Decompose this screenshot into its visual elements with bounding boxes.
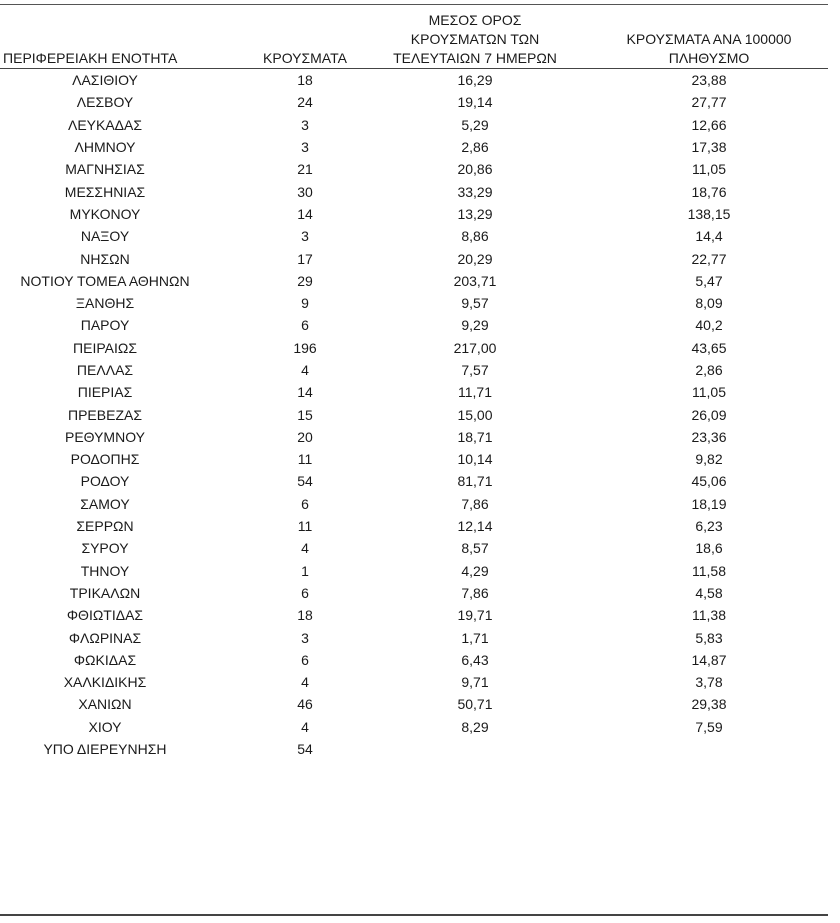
table-row (0, 270, 828, 292)
table-row (0, 426, 828, 448)
cases-cell: 18 (297, 607, 313, 624)
cases-cell: 11 (297, 518, 313, 535)
cases-cell: 14 (297, 205, 313, 222)
cases-cell: 14 (297, 384, 313, 401)
cases-cell: 30 (297, 183, 313, 200)
table-row (0, 180, 828, 202)
per100k-cell: 40,2 (695, 317, 723, 334)
per100k-cell: 18,76 (691, 183, 727, 200)
region-cell: ΠΙΕΡΙΑΣ (77, 384, 133, 401)
cases-cell: 6 (301, 495, 309, 512)
avg-cell: 19,71 (457, 607, 493, 624)
region-cell: ΡΟΔΟΥ (80, 473, 130, 490)
table-row (0, 158, 828, 180)
bottom-rule (0, 914, 828, 916)
per100k-cell: 18,6 (695, 540, 723, 557)
table-row (0, 738, 828, 760)
avg-cell: 12,14 (457, 518, 493, 535)
per100k-cell: 23,36 (691, 428, 727, 445)
header-per100k (590, 8, 828, 69)
table-row (0, 381, 828, 403)
table-row (0, 359, 828, 381)
region-cell: ΤΗΝΟΥ (80, 562, 130, 579)
table-row (0, 292, 828, 314)
header-cases: ΚΡΟΥΣΜΑΤΑ (250, 8, 360, 69)
avg-cell: 8,86 (461, 228, 489, 245)
per100k-cell: 23,88 (691, 72, 727, 89)
region-cell: ΠΕΙΡΑΙΩΣ (73, 339, 137, 356)
avg-cell: 15,00 (457, 406, 493, 423)
cases-cell: 18 (297, 72, 313, 89)
table-row (0, 515, 828, 537)
cases-cell: 4 (301, 718, 309, 735)
per100k-cell: 2,86 (695, 362, 723, 378)
region-cell: ΠΡΕΒΕΖΑΣ (67, 406, 142, 423)
avg-cell: 13,29 (457, 205, 493, 222)
header-per100k-line: ΠΛΗΘΥΣΜΟ (668, 50, 750, 66)
table-row (0, 671, 828, 693)
region-cell: ΛΑΣΙΘΙΟΥ (72, 72, 138, 89)
table-row (0, 403, 828, 425)
region-cell: ΧΑΝΙΩΝ (78, 696, 132, 713)
region-cell: ΠΕΛΛΑΣ (76, 362, 134, 378)
cases-cell: 6 (301, 317, 309, 334)
avg-cell: 5,29 (461, 116, 489, 133)
table-row (0, 649, 828, 671)
cases-cell: 4 (301, 540, 309, 557)
per100k-cell: 8,09 (695, 295, 723, 312)
region-cell: ΧΙΟΥ (88, 718, 122, 735)
cases-cell: 9 (301, 295, 309, 312)
region-cell: ΡΟΔΟΠΗΣ (70, 451, 140, 468)
top-rule (0, 4, 828, 5)
avg-cell: 81,71 (457, 473, 493, 490)
avg-cell: 50,71 (457, 696, 493, 713)
table-row (0, 493, 828, 515)
cases-cell: 29 (297, 272, 313, 289)
region-cell: ΤΡΙΚΑΛΩΝ (69, 584, 141, 601)
cases-cell: 21 (297, 161, 313, 178)
region-cell: ΠΑΡΟΥ (80, 317, 130, 334)
avg-cell: 9,29 (461, 317, 489, 334)
header-avg-line: ΚΡΟΥΣΜΑΤΩΝ ΤΩΝ (410, 31, 540, 47)
cases-cell: 17 (297, 250, 313, 267)
cases-cell: 3 (301, 139, 309, 156)
avg-cell: 203,71 (453, 272, 497, 289)
region-cell: ΞΑΝΘΗΣ (75, 295, 135, 312)
per100k-cell: 4,58 (695, 584, 723, 601)
per100k-cell: 14,87 (691, 651, 727, 668)
table-row (0, 693, 828, 715)
cases-cell: 4 (301, 674, 309, 691)
table-row (0, 225, 828, 247)
avg-cell: 8,57 (461, 540, 489, 557)
table-row (0, 247, 828, 269)
per100k-cell: 18,19 (691, 495, 727, 512)
cases-cell: 196 (293, 339, 317, 356)
avg-cell: 8,29 (461, 718, 489, 735)
region-cell: ΝΑΞΟΥ (80, 228, 130, 245)
per100k-cell: 22,77 (691, 250, 727, 267)
avg-cell: 16,29 (457, 72, 493, 89)
region-cell: ΦΘΙΩΤΙΔΑΣ (66, 607, 144, 624)
per100k-cell: 5,83 (695, 629, 723, 646)
region-cell: ΧΑΛΚΙΔΙΚΗΣ (63, 674, 147, 691)
cases-cell: 3 (301, 228, 309, 245)
table-row (0, 626, 828, 648)
per100k-cell: 17,38 (691, 139, 727, 156)
region-cell: ΛΕΥΚΑΔΑΣ (67, 116, 143, 133)
table-row (0, 114, 828, 136)
table-row (0, 91, 828, 113)
table-row (0, 203, 828, 225)
avg-cell: 9,71 (461, 674, 489, 691)
region-cell: ΥΠΟ ΔΙΕΡΕΥΝΗΣΗ (43, 741, 167, 758)
table-row (0, 136, 828, 158)
per100k-cell: 26,09 (691, 406, 727, 423)
table-row (0, 69, 828, 92)
table-row (0, 604, 828, 626)
cases-cell: 3 (301, 116, 309, 133)
avg-cell: 18,71 (457, 428, 493, 445)
cases-cell: 15 (297, 406, 313, 423)
header-avg (360, 8, 590, 69)
avg-cell: 20,86 (457, 161, 493, 178)
per100k-cell: 45,06 (691, 473, 727, 490)
cases-table (0, 8, 828, 760)
region-cell: ΝΟΤΙΟΥ ΤΟΜΕΑ ΑΘΗΝΩΝ (20, 272, 190, 289)
per100k-cell (590, 738, 828, 760)
region-cell: ΛΕΣΒΟΥ (76, 94, 134, 111)
table-row (0, 448, 828, 470)
per100k-cell: 14,4 (695, 228, 723, 245)
per100k-cell: 11,58 (692, 562, 726, 579)
region-cell: ΜΕΣΣΗΝΙΑΣ (64, 183, 146, 200)
per100k-cell: 11,05 (692, 161, 726, 178)
cases-cell: 54 (297, 473, 313, 490)
per100k-cell: 29,38 (691, 696, 727, 713)
header-region: ΠΕΡΙΦΕΡΕΙΑΚΗ ΕΝΟΤΗΤΑ (0, 8, 250, 69)
region-cell: ΣΕΡΡΩΝ (76, 518, 134, 535)
cases-cell: 6 (301, 651, 309, 668)
avg-cell: 19,14 (457, 94, 493, 111)
table-row (0, 582, 828, 604)
table-row (0, 560, 828, 582)
avg-cell: 20,29 (457, 250, 493, 267)
avg-cell: 11,71 (458, 384, 492, 401)
avg-cell: 10,14 (457, 451, 493, 468)
region-cell: ΡΕΘΥΜΝΟΥ (64, 428, 145, 445)
cases-cell: 11 (297, 451, 313, 468)
cases-cell: 4 (301, 362, 309, 378)
avg-cell: 33,29 (457, 183, 493, 200)
cases-cell: 3 (301, 629, 309, 646)
table-row (0, 337, 828, 359)
region-cell: ΜΑΓΝΗΣΙΑΣ (65, 161, 145, 178)
header-per100k-line: ΚΡΟΥΣΜΑΤΑ ΑΝΑ 100000 (626, 31, 792, 47)
region-cell: ΝΗΣΩΝ (80, 250, 130, 267)
avg-cell: 217,00 (453, 339, 497, 356)
cases-cell: 24 (297, 94, 313, 111)
avg-cell: 2,86 (461, 139, 489, 156)
region-cell: ΦΛΩΡΙΝΑΣ (68, 629, 142, 646)
avg-cell: 9,57 (461, 295, 489, 312)
avg-cell: 7,86 (461, 584, 489, 601)
per100k-cell: 7,59 (695, 718, 723, 735)
region-cell: ΛΗΜΝΟΥ (74, 139, 136, 156)
per100k-cell: 9,82 (695, 451, 723, 468)
avg-cell: 7,57 (461, 362, 489, 378)
avg-cell: 4,29 (461, 562, 489, 579)
per100k-cell: 3,78 (695, 674, 723, 691)
per100k-cell: 138,15 (687, 205, 731, 222)
avg-cell (360, 738, 590, 760)
table-row (0, 314, 828, 336)
table-row (0, 716, 828, 738)
header-avg-line: ΜΕΣΟΣ ΟΡΟΣ (428, 12, 522, 28)
per100k-cell: 5,47 (695, 272, 723, 289)
region-cell: ΣΑΜΟΥ (80, 495, 130, 512)
cases-cell: 1 (301, 562, 309, 579)
per100k-cell: 11,38 (692, 607, 726, 624)
cases-cell: 20 (297, 428, 313, 445)
per100k-cell: 43,65 (691, 339, 727, 356)
header-avg-line: ΤΕΛΕΥΤΑΙΩΝ 7 ΗΜΕΡΩΝ (393, 50, 557, 66)
region-cell: ΦΩΚΙΔΑΣ (73, 651, 137, 668)
region-cell: ΜΥΚΟΝΟΥ (69, 205, 141, 222)
cases-cell: 6 (301, 584, 309, 601)
per100k-cell: 12,66 (691, 116, 727, 133)
cases-cell: 54 (297, 741, 313, 758)
table-body (0, 69, 828, 761)
avg-cell: 6,43 (461, 651, 489, 668)
table-row (0, 537, 828, 559)
avg-cell: 7,86 (461, 495, 489, 512)
cases-cell: 46 (297, 696, 313, 713)
table-row (0, 470, 828, 492)
per100k-cell: 11,05 (692, 384, 726, 401)
per100k-cell: 27,77 (691, 94, 727, 111)
per100k-cell: 6,23 (695, 518, 723, 535)
header-row (0, 8, 828, 69)
region-cell: ΣΥΡΟΥ (81, 540, 129, 557)
avg-cell: 1,71 (461, 629, 489, 646)
